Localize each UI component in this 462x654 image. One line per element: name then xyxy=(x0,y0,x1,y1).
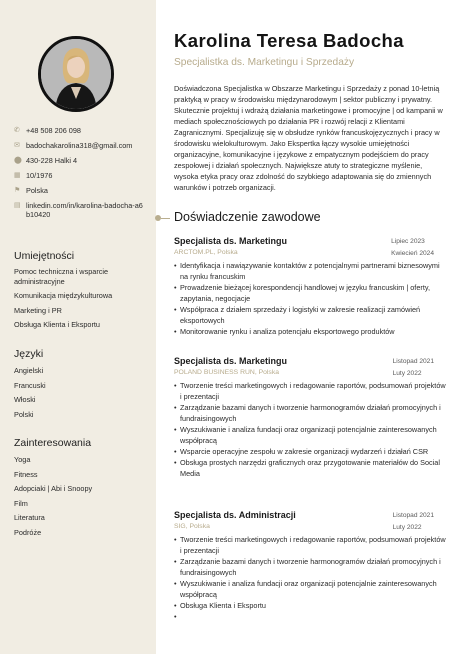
job-dates xyxy=(391,236,434,260)
job-company: POLAND BUSINESS RUN, Polska xyxy=(174,369,280,376)
job-title: Specjalista ds. Marketingu xyxy=(174,356,288,366)
job-bullet: • Współpraca z działem sprzedaży i logistyki w zakresie realizacji zamówień eksportowych xyxy=(174,304,446,326)
contact-country-text: Polska xyxy=(26,185,48,195)
job-title: Specjalista ds. Administracji xyxy=(174,510,296,520)
contact-email-text[interactable]: badochakarolina318@gmail.com xyxy=(26,140,133,150)
job-date-to: Kwiecień 2024 xyxy=(391,250,434,257)
experience-heading: Doświadczenie zawodowe xyxy=(174,210,321,224)
job-bullet: • Tworzenie treści marketingowych i redagowanie raportów, podsumowań projektów i prezentacji xyxy=(174,534,446,556)
interest-item: Adopciaki | Abi i Snoopy xyxy=(14,484,93,494)
profile-photo-image xyxy=(41,39,111,109)
job-entry xyxy=(174,356,446,479)
job-date-to: Luty 2022 xyxy=(392,524,422,531)
job-company: SIG, Polska xyxy=(174,523,210,530)
job-bullet: • Wyszukiwanie i analiza fundacji oraz organizacji potencjalnie zainteresowanych współpracą xyxy=(174,578,446,600)
job-bullet: • Wsparcie operacyjne zespołu w zakresie organizacji wydarzeń i działań CSR xyxy=(174,446,446,457)
skill-item: Obsługa Klienta i Eksportu xyxy=(14,320,100,330)
job-bullet: • Prowadzenie bieżącej korespondencji handlowej w języku francuskim | oferty, zapytania, negocjacje xyxy=(174,282,446,304)
contact-birthdate xyxy=(14,171,146,180)
job-entry xyxy=(174,510,446,611)
interest-item: Yoga xyxy=(14,455,31,464)
flag-icon: ⚑ xyxy=(14,186,21,194)
job-dates xyxy=(393,510,434,534)
skill-item: Pomoc techniczna i wsparcie administracyjne xyxy=(14,267,109,286)
job-company: ARCTOM.PL, Polska xyxy=(174,249,238,256)
skill-item: Marketing i PR xyxy=(14,305,62,315)
job-date-from: Lipiec 2023 xyxy=(391,238,425,245)
linkedin-icon: ▤ xyxy=(14,201,21,209)
interest-item: Podróże xyxy=(14,527,42,537)
skill-item: Komunikacja międzykulturowa xyxy=(14,291,113,301)
job-bullet: • Zarządzanie bazami danych i tworzenie harmonogramów działań promocyjnych i fundraisingowych xyxy=(174,402,446,424)
job-date-to: Luty 2022 xyxy=(392,370,422,377)
job-bullet: • Obsługa prostych narzędzi graficznych oraz przygotowanie materiałów do Social Media xyxy=(174,457,446,479)
job-bullet: • Identyfikacja i nawiązywanie kontaktów z potencjalnymi partnerami biznesowymi na rynku francuskim xyxy=(174,260,446,282)
profile-summary: Doświadczona Specjalistka w Obszarze Marketingu i Sprzedaży z ponad 10-letnią praktyką w pracy w środowisku międzynarodowym | sektor publiczny i prywatny. Skutecznie projektuj i wdrażą działania marketingowe i promocyjne | od kampanii w mediach społecznościowych po działania PR i rozwój relacji z Klientami Zagranicznymi. Specjalizuję się w obsłudze rynków francuskojęzycznych i pracy w środowisku wielokulturowym. Jako Ekspertka łączy wysokie umiejętności organizacyjne, komunikacyjne i językowe z empatycznym podejściem do pracy zespołowej i działań społecznych. Największe atuty to strategiczne myślenie, wysoka etyka pracy oraz zdolność do szybkiego adaptowania się do zmiennych warunków i potrzeb organizacji. xyxy=(174,84,443,192)
person-name: Karolina Teresa Badocha xyxy=(174,30,404,51)
calendar-icon: ▦ xyxy=(14,171,21,179)
contact-email xyxy=(14,141,146,150)
contact-phone-text[interactable]: +48 508 206 098 xyxy=(26,126,81,135)
profile-photo xyxy=(38,36,114,112)
language-item: Polski xyxy=(14,409,34,419)
contact-linkedin xyxy=(14,201,146,220)
job-bullet: • Wyszukiwanie i analiza fundacji oraz organizacji potencjalnie zainteresowanych współpracą xyxy=(174,424,446,446)
languages-heading: Języki xyxy=(14,348,44,360)
skills-list xyxy=(14,267,146,335)
interest-item: Fitness xyxy=(14,469,38,479)
skills-heading: Umiejętności xyxy=(14,250,75,262)
contact-list xyxy=(14,126,146,225)
job-bullet: • Tworzenie treści marketingowych i redagowanie raportów, podsumowań projektów i prezentacji xyxy=(174,380,446,402)
sidebar xyxy=(0,0,156,654)
job-bullet: • Zarządzanie bazami danych i tworzenie harmonogramów działań promocyjnych i fundraisingowych xyxy=(174,556,446,578)
interest-item: Literatura xyxy=(14,513,45,523)
job-date-from: Listopad 2021 xyxy=(392,512,434,519)
contact-country xyxy=(14,186,146,195)
contact-phone xyxy=(14,126,146,135)
job-bullets xyxy=(174,260,446,337)
contact-address xyxy=(14,156,146,165)
contact-linkedin-text[interactable]: linkedin.com/in/karolina-badocha-a6b10420 xyxy=(26,200,143,219)
job-dates xyxy=(393,356,434,380)
email-icon: ✉ xyxy=(14,141,20,149)
contact-birthdate-text: 10/1976 xyxy=(26,170,53,180)
job-date-from: Listopad 2021 xyxy=(392,358,434,365)
languages-list xyxy=(14,366,146,424)
job-bullet: • Monitorowanie rynku i analiza potencjału eksportowego produktów xyxy=(174,326,446,337)
interest-item: Film xyxy=(14,498,28,508)
language-item: Francuski xyxy=(14,380,46,390)
contact-address-text: 430-228 Halki 4 xyxy=(26,155,78,165)
job-bullets xyxy=(174,534,446,611)
interests-heading: Zainteresowania xyxy=(14,437,92,449)
interests-list xyxy=(14,455,146,543)
section-marker-icon xyxy=(153,215,170,221)
language-item: Włoski xyxy=(14,395,36,405)
job-title: Specjalista ds. Marketingu xyxy=(174,236,288,246)
job-entry xyxy=(174,236,446,337)
job-bullets xyxy=(174,380,446,479)
job-bullet: • Obsługa Klienta i Eksportu xyxy=(174,600,446,611)
location-icon: ⬤ xyxy=(14,156,22,164)
job-subtitle: Specjalistka ds. Marketingu i Sprzedaży xyxy=(174,57,355,68)
phone-icon: ✆ xyxy=(14,127,20,134)
language-item: Angielski xyxy=(14,366,44,375)
